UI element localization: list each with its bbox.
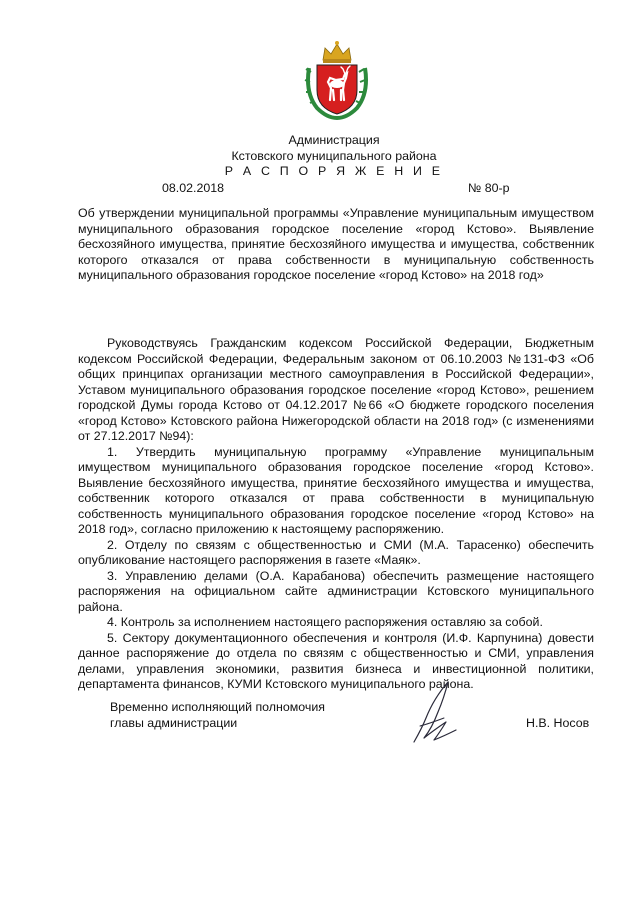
signatory-position-line1: Временно исполняющий полномочия: [110, 700, 325, 714]
organization-district: Кстовского муниципального района: [231, 149, 437, 163]
coat-of-arms-icon: [303, 38, 371, 120]
signatory-position: [110, 700, 325, 731]
body-item-5: 5. Сектору документационного обеспечения и контроля (И.Ф. Карпунина) довести данное распоряжение до отдела по связям с общественностью и СМИ, управления делами, управления экономики, развития бизнеса и инвестиционной политики, департамента финансов, КУМИ Кстовского муниципального района.: [78, 630, 594, 691]
document-body: [78, 336, 594, 693]
signatory-position-line2: главы администрации: [110, 715, 238, 730]
body-item-2: 2. Отделу по связям с общественностью и СМИ (М.А. Тарасенко) обеспечить опубликование настоящего распоряжения в газете «Маяк».: [78, 537, 594, 567]
signatory-name: Н.В. Носов: [526, 716, 590, 730]
document-title-block: [78, 206, 594, 284]
body-preamble: Руководствуясь Гражданским кодексом Российской Федерации, Бюджетным кодексом Российской Федерации, Федеральным законом от 06.10.2003 №131-ФЗ «Об общих принципах организации местного самоуправления в Российской Федерации», Уставом муниципального образования городское поселение «город Кстово», решением городской Думы города Кстово от 04.12.2017 №66 «О бюджете городского поселения «город Кстово» Кстовского района Нижегородской области на 2018 год» (с изменениями от 27.12.2017 №94):: [78, 336, 594, 443]
handwritten-signature-icon: [404, 678, 466, 748]
body-item-3: 3. Управлению делами (О.А. Карабанова) обеспечить размещение настоящего распоряжения на официальном сайте администрации Кстовского муниципального района.: [78, 568, 594, 614]
document-date: 08.02.2018: [162, 181, 225, 195]
organization-name: Администрация: [288, 133, 380, 147]
document-title: Об утверждении муниципальной программы «Управление муниципальным имуществом муниципального образования городское поселение «город Кстово». Выявление бесхозяйного имущества, принятие бесхозяйного имущества и имущества, собственник которого отказался от права собственности в муниципальную собственность муниципального образования городское поселение «город Кстово» на 2018 год»: [78, 206, 594, 282]
document-number: № 80-р: [468, 181, 510, 195]
body-item-1: 1. Утвердить муниципальную программу «Управление муниципальным имуществом муниципального образования городское поселение «город Кстово». Выявление бесхозяйного имущества, принятие бесхозяйного имущества и имущества, собственник которого отказался от права собственности в муниципальную собственность муниципального образования городское поселение «город Кстово» на 2018 год», согласно приложению к настоящему распоряжению.: [78, 444, 594, 536]
document-type: Р А С П О Р Я Ж Е Н И Е: [224, 164, 444, 178]
body-item-4: 4. Контроль за исполнением настоящего распоряжения оставляю за собой.: [107, 615, 543, 629]
